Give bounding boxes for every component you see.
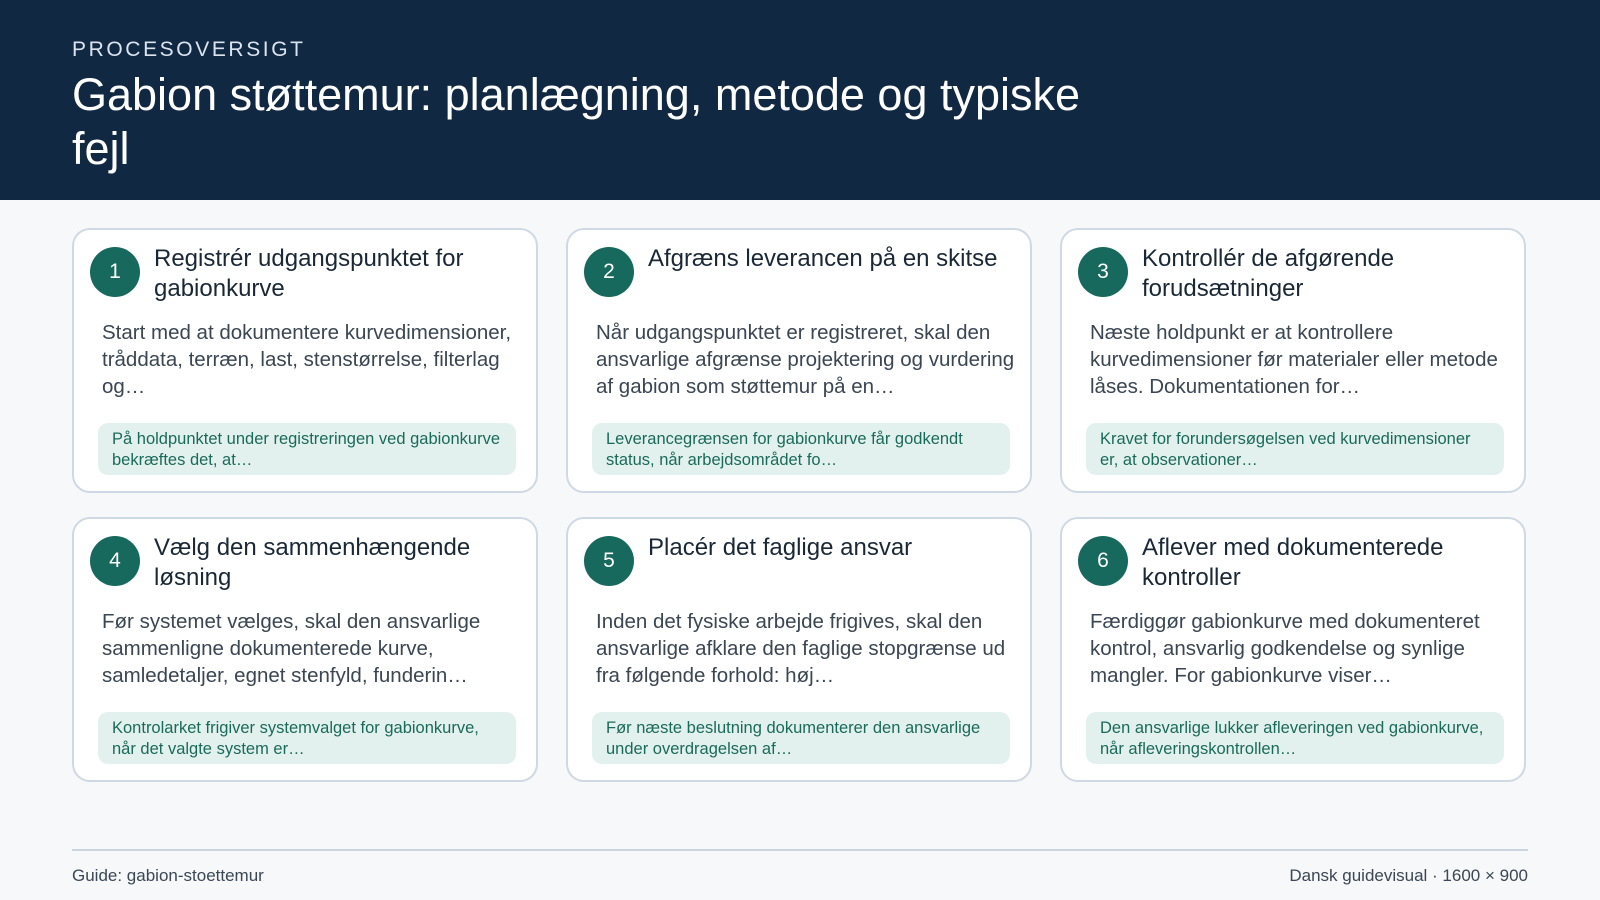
footer-meta-label: Dansk guidevisual · 1600 × 900 — [1289, 866, 1528, 885]
step-title: Placér det faglige ansvar — [648, 534, 913, 561]
step-note — [592, 423, 1010, 475]
step-title: Afgræns leverancen på en skitse — [648, 245, 998, 272]
step-note — [98, 712, 516, 764]
step-note — [1086, 423, 1504, 475]
step-number-badge: 5 — [584, 536, 634, 586]
step-card-4 — [72, 517, 538, 782]
step-note — [98, 423, 516, 475]
footer-guide-label: Guide: gabion-stoettemur — [72, 866, 264, 885]
step-number-badge: 2 — [584, 247, 634, 297]
step-card-6 — [1060, 517, 1526, 782]
step-body: Start med at dokumentere kurvedimensioner, tråddata, terræn, last, stenstørrelse, filterlag og… — [102, 321, 512, 398]
footer-divider — [72, 849, 1528, 851]
step-note-text: Den ansvarlige lukker afleveringen ved gabionkurve, når afleveringskontrollen… — [1100, 719, 1484, 758]
step-card-3 — [1060, 228, 1526, 493]
step-note-text: Før næste beslutning dokumenterer den ansvarlige under overdragelsen af… — [606, 719, 981, 758]
step-number-badge: 3 — [1078, 247, 1128, 297]
step-note-text: Kravet for forundersøgelsen ved kurvedimensioner er, at observationer… — [1100, 430, 1471, 469]
step-title: Vælg den sammenhængende løsning — [154, 534, 471, 591]
step-body: Næste holdpunkt er at kontrollere kurvedimensioner før materialer eller metode låses. Dokumentationen for… — [1090, 321, 1498, 398]
step-note — [1086, 712, 1504, 764]
step-body: Inden det fysiske arbejde frigives, skal den ansvarlige afklare den faglige stopgrænse ud fra følgende forhold: høj… — [596, 610, 1006, 687]
eyebrow-label: PROCESOVERSIGT — [72, 38, 306, 61]
step-note-text: På holdpunktet under registreringen ved gabionkurve bekræftes det, at… — [112, 430, 501, 469]
step-body: Færdiggør gabionkurve med dokumenteret kontrol, ansvarlig godkendelse og synlige mangler. For gabionkurve viser… — [1090, 610, 1480, 687]
header-banner — [0, 0, 1600, 200]
step-note-text: Leverancegrænsen for gabionkurve får godkendt status, når arbejdsområdet fo… — [606, 430, 963, 469]
step-card-1 — [72, 228, 538, 493]
step-number-badge: 1 — [90, 247, 140, 297]
page-title: Gabion støttemur: planlægning, metode og typiske fejl — [72, 69, 1081, 174]
step-title: Aflever med dokumenterede kontroller — [1142, 534, 1444, 591]
step-note — [592, 712, 1010, 764]
steps-grid — [72, 228, 1526, 782]
step-number-badge: 6 — [1078, 536, 1128, 586]
step-body: Når udgangspunktet er registreret, skal den ansvarlige afgrænse projektering og vurdering af gabion som støttemur på en… — [596, 321, 1015, 398]
step-title: Registrér udgangspunktet for gabionkurve — [154, 245, 464, 302]
step-body: Før systemet vælges, skal den ansvarlige sammenligne dokumenterede kurve, samledetaljer, egnet stenfyld, funderin… — [102, 610, 481, 687]
step-title: Kontrollér de afgørende forudsætninger — [1142, 245, 1395, 302]
step-card-2 — [566, 228, 1032, 493]
step-card-5 — [566, 517, 1032, 782]
step-note-text: Kontrolarket frigiver systemvalget for gabionkurve, når det valgte system er… — [112, 719, 479, 758]
step-number-badge: 4 — [90, 536, 140, 586]
